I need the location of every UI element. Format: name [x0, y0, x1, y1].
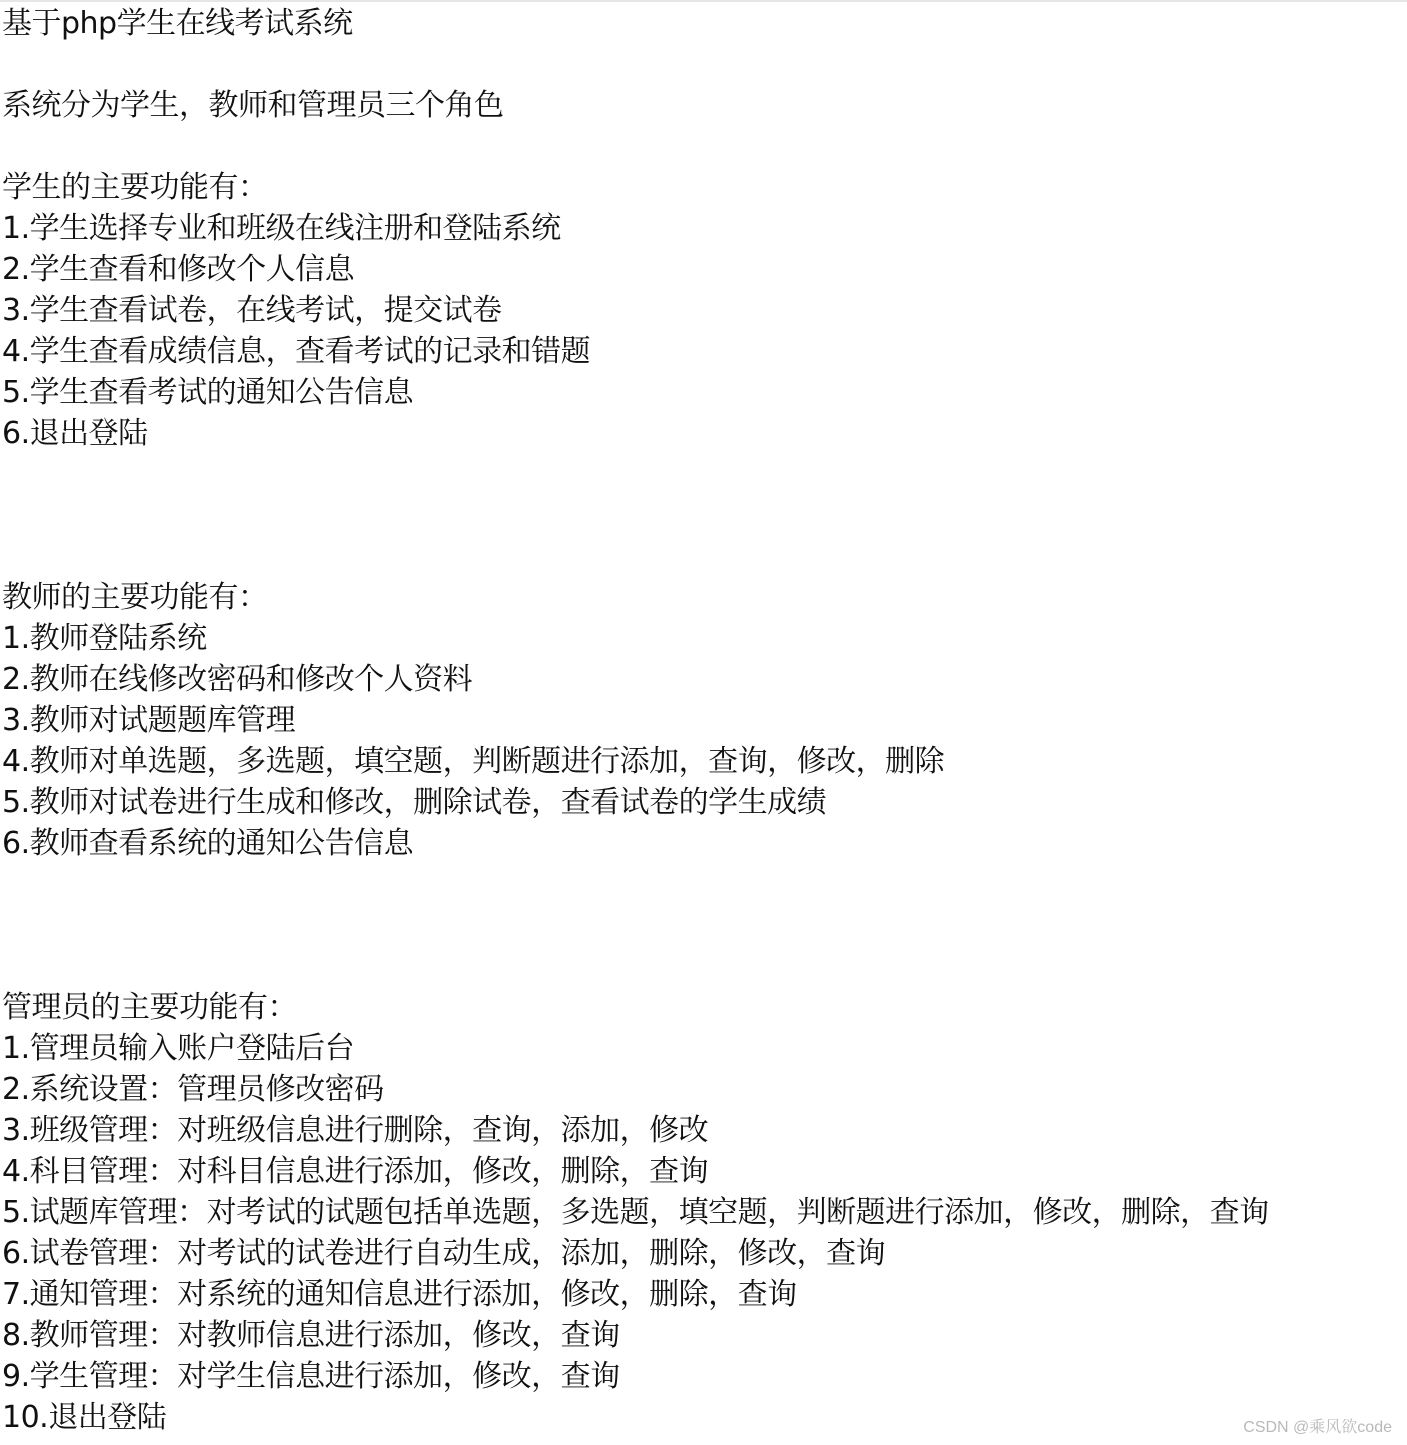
admin-item: 9.学生管理：对学生信息进行添加，修改，查询 [2, 1359, 620, 1394]
teacher-item: 1.教师登陆系统 [2, 621, 207, 656]
admin-item: 8.教师管理：对教师信息进行添加，修改，查询 [2, 1318, 620, 1353]
student-item: 2.学生查看和修改个人信息 [2, 252, 355, 287]
teacher-heading: 教师的主要功能有： [2, 580, 268, 615]
admin-item: 10.退出登陆 [2, 1400, 167, 1435]
admin-item: 6.试卷管理：对考试的试卷进行自动生成，添加，删除，修改，查询 [2, 1236, 886, 1271]
admin-item: 2.系统设置：管理员修改密码 [2, 1072, 384, 1107]
student-item: 6.退出登陆 [2, 416, 148, 451]
teacher-item: 3.教师对试题题库管理 [2, 703, 296, 738]
admin-item: 7.通知管理：对系统的通知信息进行添加，修改，删除，查询 [2, 1277, 797, 1312]
top-divider [0, 0, 1407, 2]
document-title: 基于php学生在线考试系统 [2, 6, 353, 41]
teacher-item: 5.教师对试卷进行生成和修改，删除试卷，查看试卷的学生成绩 [2, 785, 827, 820]
teacher-item: 4.教师对单选题，多选题，填空题，判断题进行添加，查询，修改，删除 [2, 744, 945, 779]
admin-heading: 管理员的主要功能有： [2, 990, 297, 1025]
admin-item: 1.管理员输入账户登陆后台 [2, 1031, 355, 1066]
student-item: 1.学生选择专业和班级在线注册和登陆系统 [2, 211, 561, 246]
student-heading: 学生的主要功能有： [2, 170, 268, 205]
student-item: 4.学生查看成绩信息，查看考试的记录和错题 [2, 334, 591, 369]
csdn-watermark: CSDN @乘风欲code [1243, 1419, 1392, 1436]
admin-item: 5.试题库管理：对考试的试题包括单选题，多选题，填空题，判断题进行添加，修改，删除，查询 [2, 1195, 1269, 1230]
admin-item: 4.科目管理：对科目信息进行添加，修改，删除，查询 [2, 1154, 709, 1189]
teacher-item: 2.教师在线修改密码和修改个人资料 [2, 662, 473, 697]
student-item: 3.学生查看试卷，在线考试，提交试卷 [2, 293, 502, 328]
intro-text: 系统分为学生，教师和管理员三个角色 [2, 88, 504, 123]
teacher-item: 6.教师查看系统的通知公告信息 [2, 826, 414, 861]
student-item: 5.学生查看考试的通知公告信息 [2, 375, 414, 410]
admin-item: 3.班级管理：对班级信息进行删除，查询，添加，修改 [2, 1113, 709, 1148]
